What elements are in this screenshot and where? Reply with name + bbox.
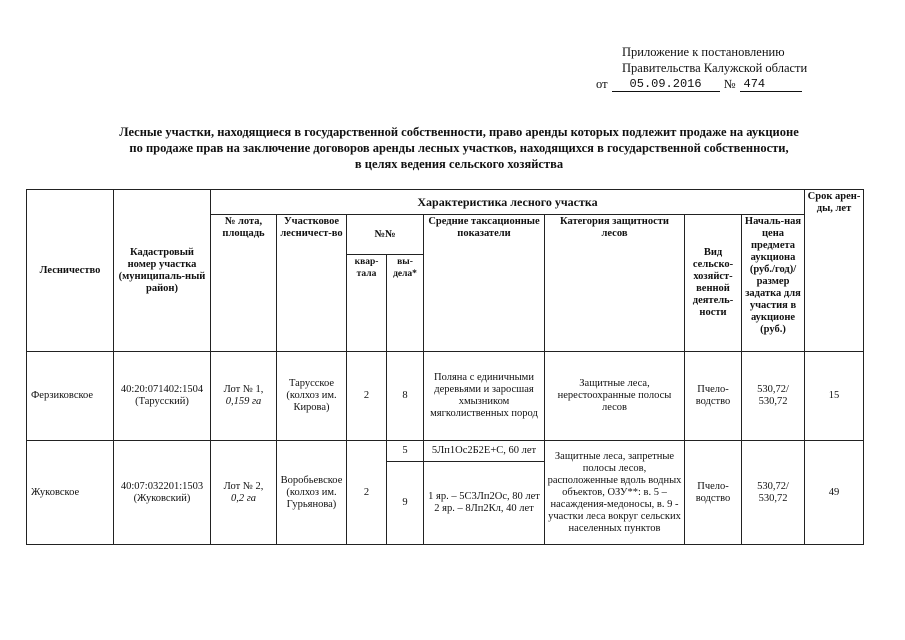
title-line-3: в целях ведения сельского хозяйства: [354, 157, 564, 171]
cell-cadastral: 40:20:071402:1504 (Тарусский): [114, 352, 211, 441]
cell-activity: Пчело-водство: [685, 352, 742, 441]
cell-allot-a: 5: [387, 441, 424, 462]
table-row: [27, 352, 864, 441]
lot-number: Лот № 2,: [223, 480, 264, 492]
cell-term: 49: [805, 441, 864, 545]
cell-price: 530,72/ 530,72: [742, 352, 805, 441]
cell-district: Воробьевское (колхоз им. Гурьянова): [277, 441, 347, 545]
lot-area: 0,159 га: [225, 396, 262, 407]
lot-area: 0,2 га: [230, 492, 257, 504]
from-label: от: [596, 77, 608, 91]
lot-number: Лот № 1,: [223, 384, 264, 395]
taxation-tier-1: 1 яр. – 5С3Лп2Ос, 80 лет: [428, 491, 540, 502]
header-lot: № лота, площадь: [211, 215, 277, 352]
number-label: №: [723, 77, 736, 91]
approval-header: [596, 44, 836, 92]
header-activity: Вид сельско-хозяйст-венной деятель-ности: [685, 215, 742, 352]
header-date-line: [596, 76, 836, 92]
header-line-2: Правительства Калужской области: [622, 61, 808, 75]
cell-taxation-b: [424, 462, 545, 545]
header-allot: вы-дела*: [387, 255, 424, 352]
cell-quarter: 2: [347, 441, 387, 545]
header-term: Срок арен-ды, лет: [805, 190, 864, 352]
cell-term: 15: [805, 352, 864, 441]
cell-price: 530,72/ 530,72: [742, 441, 805, 545]
header-taxation: Средние таксационные показатели: [424, 215, 545, 352]
header-line-1: Приложение к постановлению: [622, 45, 785, 59]
header-category: Категория защитности лесов: [545, 215, 685, 352]
document-title: [60, 124, 858, 172]
cell-lot: [211, 441, 277, 545]
decree-number: 474: [740, 78, 802, 92]
header-quarter: квар-тала: [347, 255, 387, 352]
taxation-tier-2: 2 яр. – 8Лп2Кл, 40 лет: [434, 503, 534, 514]
header-nums: №№: [347, 215, 424, 255]
cell-category: Защитные леса, запретные полосы лесов, расположенные вдоль водных объектов, ОЗУ**: в. 5 – насаждения-медоносы, в. 9 - участки леса вокруг сельских населенных пунктов: [545, 441, 685, 545]
header-district: Участковое лесничест-во: [277, 215, 347, 352]
header-characteristic: Характеристика лесного участка: [211, 190, 805, 215]
decree-date: 05.09.2016: [612, 78, 720, 92]
cell-taxation: Поляна с единичными деревьями и заросшая хмызником мягколиственных пород: [424, 352, 545, 441]
header-price: Началь-ная цена предмета аукциона (руб./год)/ размер задатка для участия в аукционе (руб.): [742, 215, 805, 352]
cell-allot: 8: [387, 352, 424, 441]
cell-category: Защитные леса, нерестоохранные полосы лесов: [545, 352, 685, 441]
cell-taxation-a: 5Лп1Ос2Б2Е+С, 60 лет: [424, 441, 545, 462]
title-line-2: по продаже прав на заключение договоров аренды лесных участков, находящихся в государственной собственности,: [129, 141, 789, 155]
cell-allot-b: 9: [387, 462, 424, 545]
header-forestry: Лесничество: [27, 190, 114, 352]
table-row: [27, 441, 864, 462]
cell-lot: [211, 352, 277, 441]
title-line-1: Лесные участки, находящиеся в государственной собственности, право аренды которых подлежит продаже на аукционе: [119, 125, 799, 139]
forest-plots-table: [26, 189, 864, 545]
cell-quarter: 2: [347, 352, 387, 441]
header-cadastral: Кадастровый номер участка (муниципаль-ный район): [114, 190, 211, 352]
cell-cadastral: 40:07:032201:1503 (Жуковский): [114, 441, 211, 545]
cell-forestry: Ферзиковское: [27, 352, 114, 441]
cell-district: Тарусское (колхоз им. Кирова): [277, 352, 347, 441]
cell-activity: Пчело-водство: [685, 441, 742, 545]
cell-forestry: Жуковское: [27, 441, 114, 545]
